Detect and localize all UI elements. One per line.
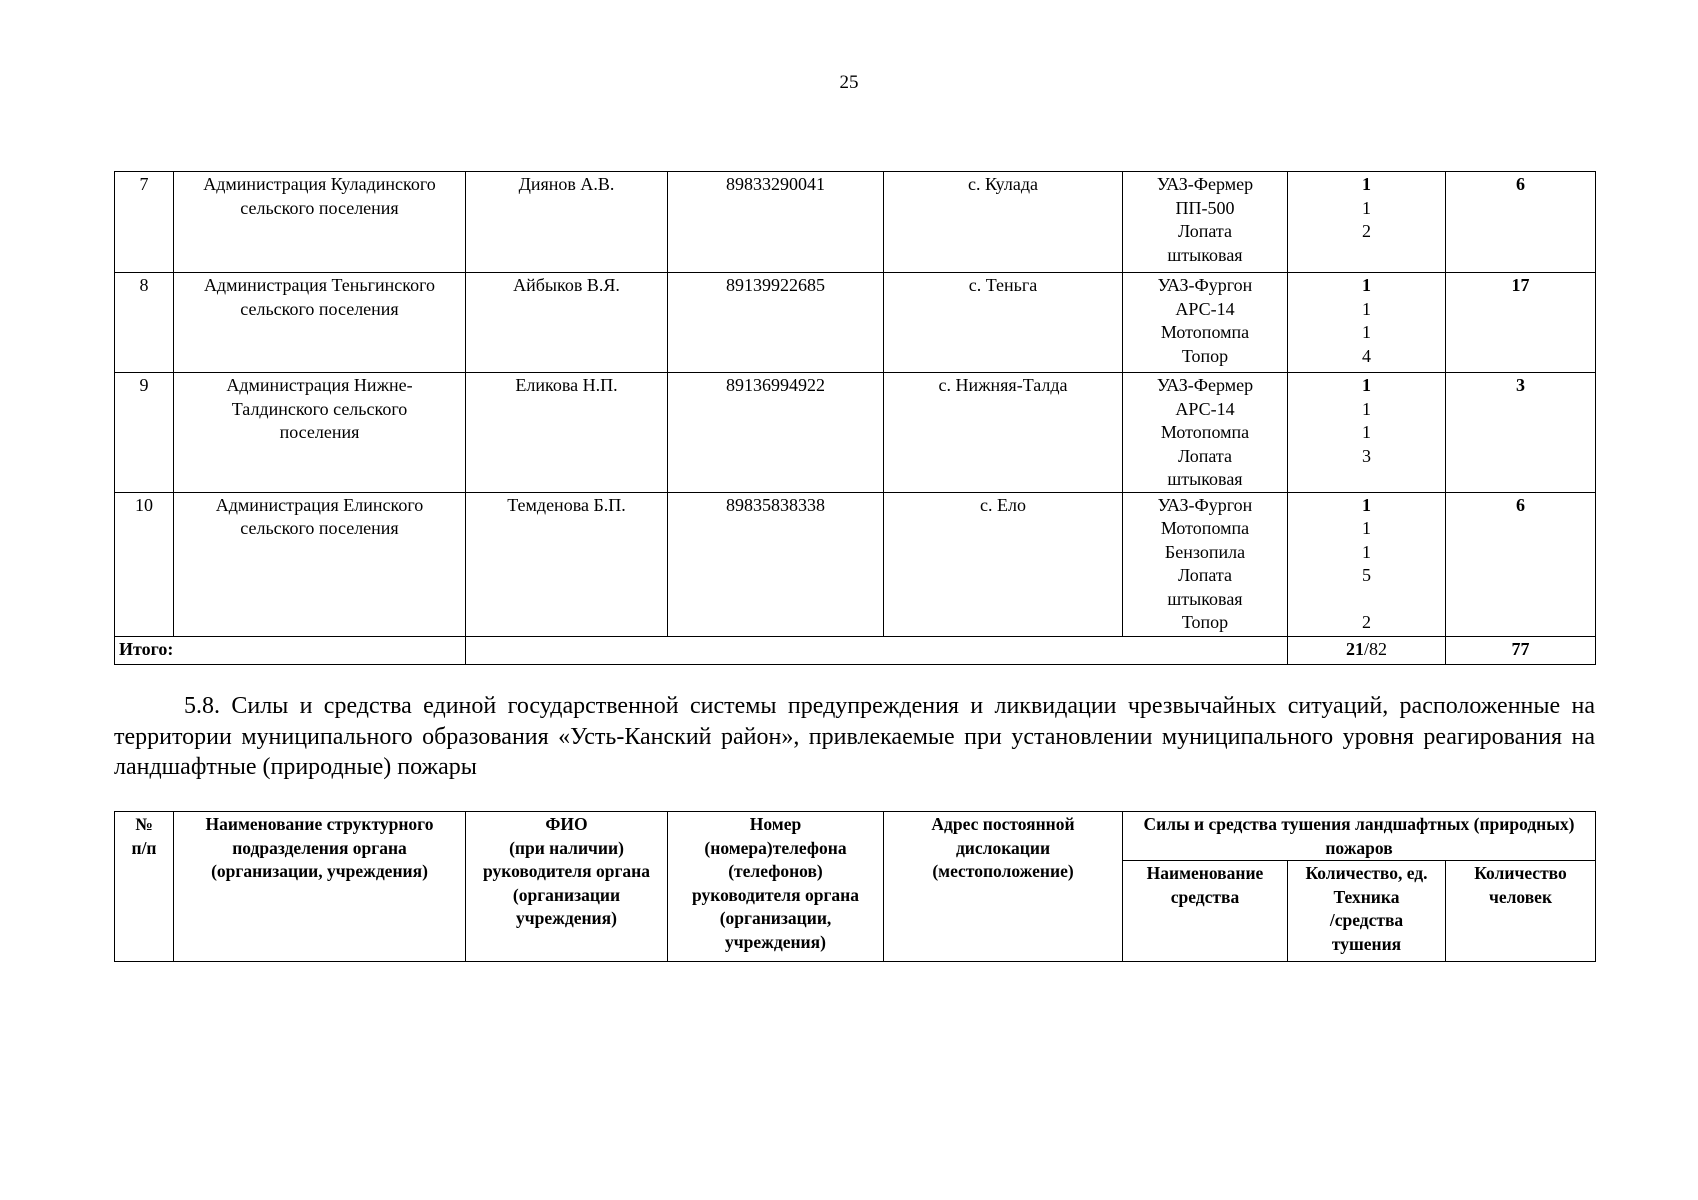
cell-line: (организации, [719, 908, 832, 928]
cell-line: п/п [131, 837, 157, 858]
cell-line: пожаров [1325, 837, 1393, 858]
cell-line: АРС-14 [1175, 398, 1235, 419]
cell-line: 3 [1362, 445, 1371, 466]
table-row [115, 492, 1596, 636]
cell-line: (при наличии) [509, 837, 624, 858]
upper-table-body [115, 172, 1596, 665]
cell-line: 1 [1362, 422, 1371, 442]
cell-line: 4 [1362, 345, 1371, 366]
cell-line: Бензопила [1164, 541, 1246, 562]
phone-number: 89835838338 [668, 492, 884, 636]
cell-line: УАЗ-Фургон [1157, 494, 1253, 515]
organization-name [174, 492, 466, 636]
cell-line: Количество, ед. [1305, 863, 1428, 883]
cell-line: Лопата [1178, 565, 1232, 585]
cell-line: Силы и средства тушения ландшафтных (природных) [1143, 814, 1575, 834]
cell-line: /средства [1329, 910, 1404, 930]
total-label: Итого: [115, 636, 466, 664]
phone-number: 89833290041 [668, 172, 884, 273]
table-row [115, 273, 1596, 373]
cell-line: Топор [1181, 612, 1229, 632]
people-count: 6 [1446, 492, 1596, 636]
head-person: Диянов А.В. [466, 172, 668, 273]
head-person: Еликова Н.П. [466, 373, 668, 493]
cell-line: 1 [1362, 298, 1371, 319]
header-people [1446, 861, 1596, 962]
cell-line: 1 [1362, 275, 1371, 295]
cell-line: 2 [1362, 612, 1371, 632]
cell-line: штыковая [1167, 588, 1243, 609]
cell-line: руководителя органа [483, 861, 650, 881]
cell-line: АРС-14 [1175, 298, 1235, 319]
organization-name [174, 373, 466, 493]
equipment-list [1123, 373, 1288, 493]
cell-line: поселения [279, 422, 360, 442]
cell-line: (номера)телефона [704, 837, 847, 858]
equipment-list [1123, 273, 1288, 373]
cell-line: Администрация Нижне- [226, 375, 413, 395]
phone-number: 89139922685 [668, 273, 884, 373]
head-person: Темденова Б.П. [466, 492, 668, 636]
cell-line: сельского поселения [240, 298, 399, 319]
cell-line: Наименование структурного [205, 814, 434, 834]
cell-line: штыковая [1167, 469, 1243, 489]
quantity-list [1288, 373, 1446, 493]
cell-line: 2 [1362, 221, 1371, 241]
table-row [115, 172, 1596, 273]
total-row [115, 636, 1596, 664]
location: с. Кулада [884, 172, 1123, 273]
cell-line: УАЗ-Фермер [1156, 375, 1254, 395]
cell-line: 1 [1362, 398, 1371, 419]
header-person [466, 812, 668, 962]
header-location [884, 812, 1123, 962]
cell-line: Администрация Елинского [215, 494, 424, 515]
cell-line: Администрация Теньгинского [203, 275, 436, 295]
cell-line: ФИО [545, 814, 588, 834]
section-paragraph [114, 691, 1595, 783]
cell-line: тушения [1331, 933, 1402, 954]
cell-line: УАЗ-Фургон [1157, 275, 1253, 295]
cell-line: № [135, 814, 153, 834]
cell-line: Лопата [1178, 445, 1232, 466]
cell-line: 1 [1362, 174, 1371, 194]
people-count: 3 [1446, 373, 1596, 493]
quantity-list [1288, 492, 1446, 636]
cell-line [1292, 588, 1441, 612]
cell-line: Номер [749, 814, 802, 834]
forces-table-header [114, 811, 1596, 962]
total-blank [466, 636, 1288, 664]
cell-line: Техника [1333, 886, 1400, 907]
cell-line: подразделения органа [232, 837, 407, 858]
total-quantity-rest: /82 [1363, 638, 1387, 659]
organization-name [174, 273, 466, 373]
location: с. Нижняя-Талда [884, 373, 1123, 493]
total-quantity-main: 21 [1345, 638, 1364, 659]
cell-line: Мотопомпа [1160, 322, 1250, 342]
cell-line: руководителя органа [692, 884, 859, 905]
header-equipment-name [1123, 861, 1288, 962]
people-count: 6 [1446, 172, 1596, 273]
header-forces [1123, 812, 1596, 861]
cell-line: учреждения) [725, 931, 826, 952]
header-phone [668, 812, 884, 962]
row-number: 10 [115, 492, 174, 636]
head-person: Айбыков В.Я. [466, 273, 668, 373]
cell-line: 1 [1362, 518, 1371, 538]
row-number: 7 [115, 172, 174, 273]
quantity-list [1288, 172, 1446, 273]
header-org [174, 812, 466, 962]
total-people: 77 [1446, 636, 1596, 664]
equipment-list [1123, 492, 1288, 636]
cell-line: 1 [1362, 375, 1371, 395]
cell-line: средства [1170, 886, 1240, 907]
organization-name [174, 172, 466, 273]
row-number: 9 [115, 373, 174, 493]
total-quantity [1288, 636, 1446, 664]
cell-line: штыковая [1167, 244, 1243, 265]
cell-line: сельского поселения [240, 197, 399, 218]
table-row [115, 373, 1596, 493]
cell-line: (местоположение) [932, 861, 1074, 881]
cell-line: 1 [1362, 197, 1371, 218]
people-count: 17 [1446, 273, 1596, 373]
cell-line: 5 [1362, 565, 1371, 585]
cell-line: 1 [1362, 322, 1371, 342]
cell-line: Лопата [1178, 221, 1232, 241]
cell-line: Талдинского сельского [231, 398, 408, 419]
cell-line: (организации [512, 884, 621, 905]
cell-line: Количество [1474, 863, 1567, 883]
cell-line: 1 [1362, 541, 1371, 562]
cell-line: ПП-500 [1175, 197, 1235, 218]
cell-line: сельского поселения [240, 518, 399, 538]
cell-line: Топор [1181, 345, 1229, 366]
cell-line: учреждения) [516, 908, 617, 928]
location: с. Теньга [884, 273, 1123, 373]
cell-line: Мотопомпа [1160, 518, 1250, 538]
location: с. Ело [884, 492, 1123, 636]
forces-table-continued [114, 171, 1596, 665]
cell-line: Мотопомпа [1160, 422, 1250, 442]
page-number: 25 [839, 72, 859, 93]
header-quantity [1288, 861, 1446, 962]
cell-line: (организации, учреждения) [211, 861, 428, 881]
cell-line: Администрация Куладинского [203, 174, 436, 194]
section-text: 5.8. Силы и средства единой государственной системы предупреждения и ликвидации чрезвычайных ситуаций, расположенные на территории муниципального образования «Усть-Канский район», привлекаемые при установлении муниципального уровня реагирования на ландшафтные (природные) пожары [114, 693, 1595, 780]
cell-line: Наименование [1146, 863, 1264, 883]
cell-line: УАЗ-Фермер [1156, 174, 1254, 194]
cell-line: дислокации [955, 837, 1051, 858]
cell-line: Адрес постоянной [931, 814, 1075, 834]
quantity-list [1288, 273, 1446, 373]
cell-line: человек [1488, 886, 1553, 907]
row-number: 8 [115, 273, 174, 373]
cell-line: (телефонов) [728, 861, 823, 881]
phone-number: 89136994922 [668, 373, 884, 493]
equipment-list [1123, 172, 1288, 273]
cell-line: 1 [1362, 494, 1371, 515]
header-no [115, 812, 174, 962]
